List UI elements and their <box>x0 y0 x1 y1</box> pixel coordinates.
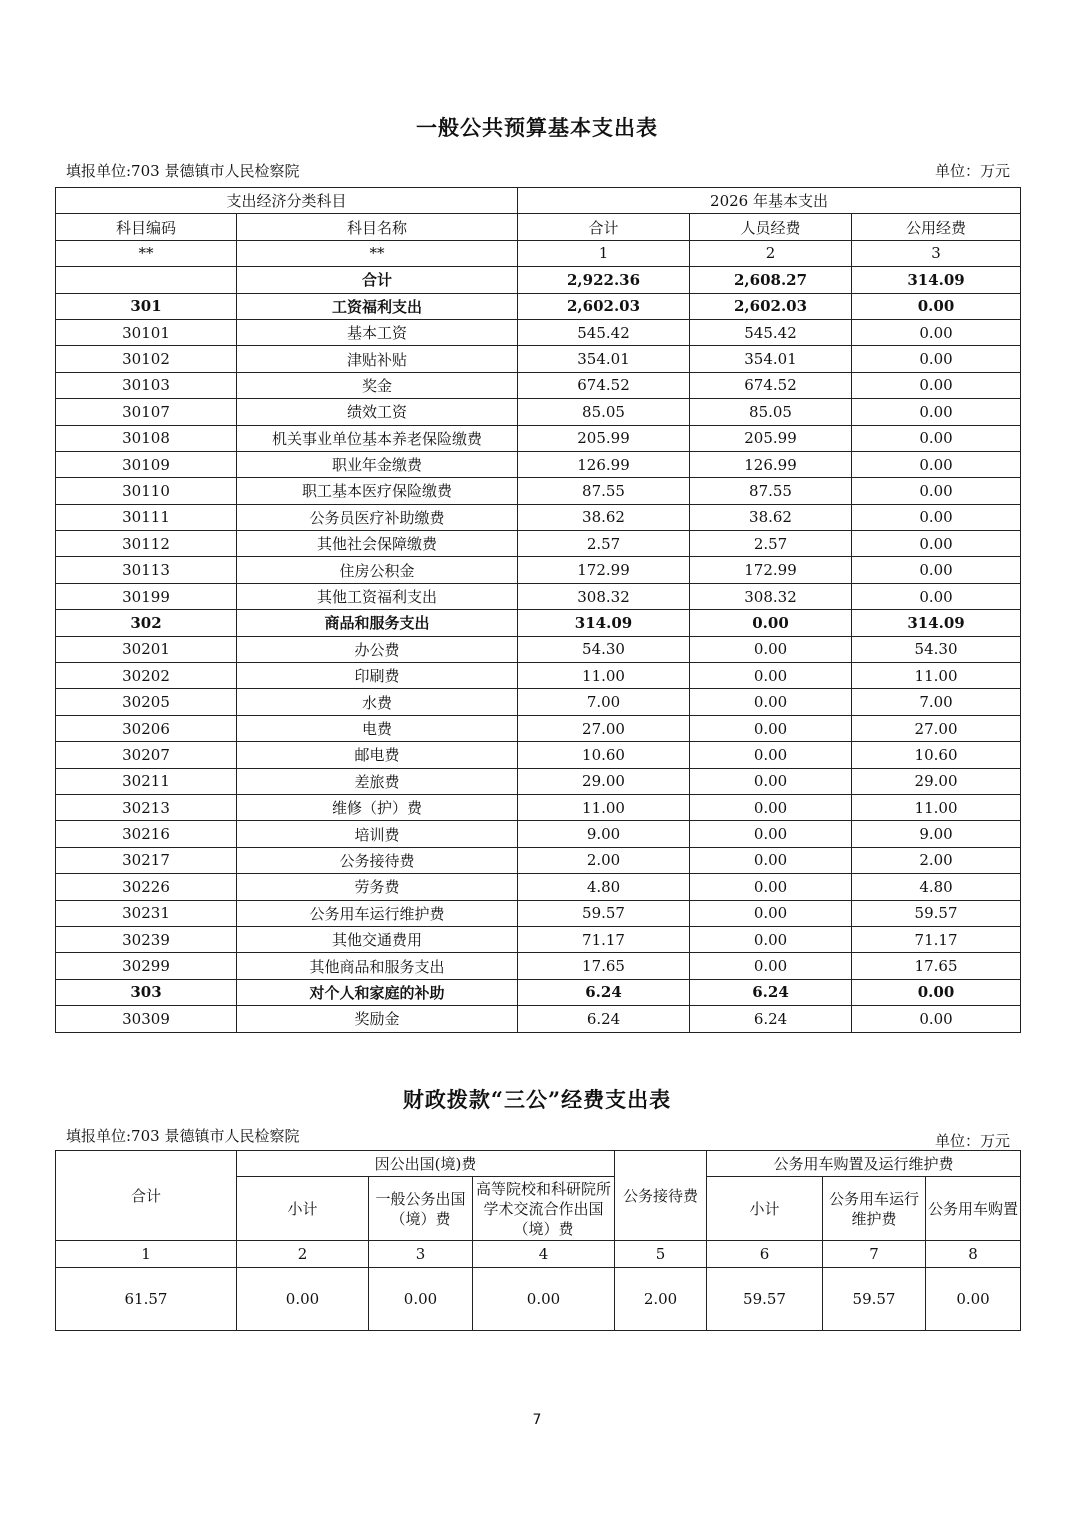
index-name: ** <box>237 240 518 266</box>
index-code: ** <box>56 240 237 266</box>
cell-name: 工资福利支出 <box>237 293 518 319</box>
header-public: 公用经费 <box>852 214 1021 240</box>
cell-total: 674.52 <box>518 372 690 398</box>
cell-name: 维修（护）费 <box>237 794 518 820</box>
cell-personnel: 38.62 <box>690 504 852 530</box>
basic-expenditure-table <box>55 187 1021 1033</box>
cell-code: 30309 <box>56 1006 237 1032</box>
cell-personnel: 0.00 <box>690 689 852 715</box>
cell-code: 30231 <box>56 900 237 926</box>
header-reception: 公务接待费 <box>615 1151 707 1241</box>
cell-public: 314.09 <box>852 267 1021 293</box>
cell-name: 奖励金 <box>237 1006 518 1032</box>
header-code: 科目编码 <box>56 214 237 240</box>
table-row <box>56 874 1021 900</box>
cell-name: 电费 <box>237 715 518 741</box>
cell-name: 公务员医疗补助缴费 <box>237 504 518 530</box>
cell-code: 30107 <box>56 399 237 425</box>
cell-code: 30217 <box>56 847 237 873</box>
table-row <box>56 504 1021 530</box>
cell-code: 30201 <box>56 636 237 662</box>
cell-total: 314.09 <box>518 610 690 636</box>
header-total: 合计 <box>518 214 690 240</box>
index-total: 1 <box>518 240 690 266</box>
table-row <box>56 768 1021 794</box>
header-name: 科目名称 <box>237 214 518 240</box>
cell-name: 奖金 <box>237 372 518 398</box>
table-row <box>56 715 1021 741</box>
table-row <box>56 821 1021 847</box>
header-vehicle-subtotal: 小计 <box>707 1177 823 1241</box>
cell-code: 30299 <box>56 953 237 979</box>
cell-public: 0.00 <box>852 979 1021 1005</box>
cell-total: 545.42 <box>518 319 690 345</box>
cell-personnel: 0.00 <box>690 663 852 689</box>
value-cell: 0.00 <box>926 1268 1021 1331</box>
cell-public: 29.00 <box>852 768 1021 794</box>
cell-public: 0.00 <box>852 346 1021 372</box>
table-row <box>56 293 1021 319</box>
header-vehicle-buy: 公务用车购置 <box>926 1177 1021 1241</box>
table2-title: 财政拨款“三公”经费支出表 <box>402 1087 672 1112</box>
table-row <box>56 1006 1021 1032</box>
cell-total: 2,922.36 <box>518 267 690 293</box>
table-row <box>56 478 1021 504</box>
table-row <box>56 742 1021 768</box>
cell-total: 9.00 <box>518 821 690 847</box>
cell-total: 87.55 <box>518 478 690 504</box>
header-total: 合计 <box>56 1151 237 1241</box>
cell-name: 公务用车运行维护费 <box>237 900 518 926</box>
table-row <box>56 531 1021 557</box>
header-category: 支出经济分类科目 <box>56 188 518 214</box>
cell-public: 11.00 <box>852 794 1021 820</box>
index-cell: 2 <box>237 1241 369 1268</box>
cell-personnel: 85.05 <box>690 399 852 425</box>
cell-code: 30202 <box>56 663 237 689</box>
cell-code: 30112 <box>56 531 237 557</box>
cell-name: 津贴补贴 <box>237 346 518 372</box>
cell-total: 172.99 <box>518 557 690 583</box>
table-row <box>56 689 1021 715</box>
cell-total: 7.00 <box>518 689 690 715</box>
cell-total: 4.80 <box>518 874 690 900</box>
table-row <box>56 847 1021 873</box>
header-abroad: 因公出国(境)费 <box>237 1151 615 1177</box>
cell-code: 30103 <box>56 372 237 398</box>
cell-code: 30102 <box>56 346 237 372</box>
table-row <box>56 346 1021 372</box>
cell-total: 59.57 <box>518 900 690 926</box>
table-row <box>56 583 1021 609</box>
cell-personnel: 6.24 <box>690 1006 852 1032</box>
cell-public: 0.00 <box>852 293 1021 319</box>
table-row <box>56 953 1021 979</box>
cell-public: 0.00 <box>852 425 1021 451</box>
cell-total: 6.24 <box>518 979 690 1005</box>
cell-personnel: 354.01 <box>690 346 852 372</box>
table2-unit-left: 填报单位:703 景德镇市人民检察院 <box>66 1127 300 1145</box>
cell-personnel: 0.00 <box>690 742 852 768</box>
table-row <box>56 610 1021 636</box>
cell-personnel: 0.00 <box>690 953 852 979</box>
cell-total: 126.99 <box>518 451 690 477</box>
cell-code: 30205 <box>56 689 237 715</box>
value-cell: 0.00 <box>237 1268 369 1331</box>
cell-public: 71.17 <box>852 926 1021 952</box>
cell-total: 10.60 <box>518 742 690 768</box>
cell-name: 印刷费 <box>237 663 518 689</box>
table-row <box>56 557 1021 583</box>
cell-personnel: 6.24 <box>690 979 852 1005</box>
index-cell: 8 <box>926 1241 1021 1268</box>
cell-code: 301 <box>56 293 237 319</box>
header-vehicle: 公务用车购置及运行维护费 <box>707 1151 1021 1177</box>
cell-public: 59.57 <box>852 900 1021 926</box>
cell-personnel: 2.57 <box>690 531 852 557</box>
cell-public: 0.00 <box>852 319 1021 345</box>
value-cell: 2.00 <box>615 1268 707 1331</box>
cell-name: 差旅费 <box>237 768 518 794</box>
cell-code: 30113 <box>56 557 237 583</box>
value-cell: 59.57 <box>707 1268 823 1331</box>
table-row <box>56 794 1021 820</box>
cell-public: 7.00 <box>852 689 1021 715</box>
table-row <box>56 1268 1021 1331</box>
cell-name: 绩效工资 <box>237 399 518 425</box>
cell-personnel: 2,602.03 <box>690 293 852 319</box>
cell-public: 0.00 <box>852 372 1021 398</box>
cell-total: 71.17 <box>518 926 690 952</box>
cell-code: 30111 <box>56 504 237 530</box>
cell-personnel: 0.00 <box>690 874 852 900</box>
table-row <box>56 663 1021 689</box>
cell-name: 培训费 <box>237 821 518 847</box>
cell-public: 2.00 <box>852 847 1021 873</box>
cell-personnel: 87.55 <box>690 478 852 504</box>
cell-personnel: 0.00 <box>690 715 852 741</box>
table-row <box>56 926 1021 952</box>
cell-name: 职工基本医疗保险缴费 <box>237 478 518 504</box>
table-row <box>56 267 1021 293</box>
cell-total: 2.57 <box>518 531 690 557</box>
cell-code: 303 <box>56 979 237 1005</box>
three-public-expenses-table <box>55 1150 1021 1331</box>
cell-total: 308.32 <box>518 583 690 609</box>
cell-code: 30206 <box>56 715 237 741</box>
cell-code: 30101 <box>56 319 237 345</box>
table-row <box>56 979 1021 1005</box>
cell-code: 30211 <box>56 768 237 794</box>
table-header-row <box>56 188 1021 214</box>
header-basic: 2026 年基本支出 <box>518 188 1021 214</box>
cell-code: 30110 <box>56 478 237 504</box>
cell-total: 27.00 <box>518 715 690 741</box>
cell-public: 0.00 <box>852 451 1021 477</box>
cell-name: 基本工资 <box>237 319 518 345</box>
cell-name: 其他商品和服务支出 <box>237 953 518 979</box>
header-abroad-subtotal: 小计 <box>237 1177 369 1241</box>
cell-total: 205.99 <box>518 425 690 451</box>
cell-personnel: 205.99 <box>690 425 852 451</box>
table1-title: 一般公共预算基本支出表 <box>416 115 658 140</box>
value-cell: 0.00 <box>473 1268 615 1331</box>
cell-public: 4.80 <box>852 874 1021 900</box>
cell-name: 劳务费 <box>237 874 518 900</box>
table1-unit-right: 单位：万元 <box>934 162 1010 180</box>
table2-unit-right: 单位：万元 <box>934 1132 1010 1150</box>
table-header-row <box>56 214 1021 240</box>
value-cell: 61.57 <box>56 1268 237 1331</box>
table-row <box>56 425 1021 451</box>
cell-public: 0.00 <box>852 557 1021 583</box>
cell-code: 30213 <box>56 794 237 820</box>
cell-code: 30239 <box>56 926 237 952</box>
cell-name: 合计 <box>237 267 518 293</box>
cell-total: 29.00 <box>518 768 690 794</box>
cell-total: 2,602.03 <box>518 293 690 319</box>
cell-personnel: 0.00 <box>690 821 852 847</box>
cell-public: 9.00 <box>852 821 1021 847</box>
cell-public: 314.09 <box>852 610 1021 636</box>
cell-personnel: 0.00 <box>690 610 852 636</box>
table-row <box>56 636 1021 662</box>
index-cell: 6 <box>707 1241 823 1268</box>
cell-public: 0.00 <box>852 478 1021 504</box>
cell-personnel: 0.00 <box>690 636 852 662</box>
table1-unit-left: 填报单位:703 景德镇市人民检察院 <box>66 162 300 180</box>
cell-code <box>56 267 237 293</box>
header-vehicle-run: 公务用车运行维护费 <box>823 1177 926 1241</box>
cell-total: 11.00 <box>518 794 690 820</box>
cell-code: 30216 <box>56 821 237 847</box>
index-cell: 1 <box>56 1241 237 1268</box>
cell-total: 38.62 <box>518 504 690 530</box>
cell-name: 其他社会保障缴费 <box>237 531 518 557</box>
cell-total: 54.30 <box>518 636 690 662</box>
cell-public: 11.00 <box>852 663 1021 689</box>
table-row <box>56 319 1021 345</box>
cell-personnel: 0.00 <box>690 900 852 926</box>
cell-name: 公务接待费 <box>237 847 518 873</box>
cell-personnel: 2,608.27 <box>690 267 852 293</box>
cell-personnel: 126.99 <box>690 451 852 477</box>
cell-public: 0.00 <box>852 399 1021 425</box>
table-index-row <box>56 1241 1021 1268</box>
index-cell: 4 <box>473 1241 615 1268</box>
cell-personnel: 0.00 <box>690 768 852 794</box>
cell-personnel: 545.42 <box>690 319 852 345</box>
cell-name: 机关事业单位基本养老保险缴费 <box>237 425 518 451</box>
cell-total: 354.01 <box>518 346 690 372</box>
table-row <box>56 451 1021 477</box>
cell-total: 85.05 <box>518 399 690 425</box>
header-abroad-academic: 高等院校和科研院所学术交流合作出国（境）费 <box>473 1177 615 1241</box>
cell-total: 6.24 <box>518 1006 690 1032</box>
cell-public: 0.00 <box>852 583 1021 609</box>
header-abroad-general: 一般公务出国（境）费 <box>369 1177 473 1241</box>
value-cell: 59.57 <box>823 1268 926 1331</box>
index-public: 3 <box>852 240 1021 266</box>
cell-name: 住房公积金 <box>237 557 518 583</box>
cell-code: 30109 <box>56 451 237 477</box>
cell-code: 30207 <box>56 742 237 768</box>
value-cell: 0.00 <box>369 1268 473 1331</box>
cell-personnel: 172.99 <box>690 557 852 583</box>
cell-name: 其他工资福利支出 <box>237 583 518 609</box>
cell-total: 11.00 <box>518 663 690 689</box>
cell-code: 30108 <box>56 425 237 451</box>
cell-name: 对个人和家庭的补助 <box>237 979 518 1005</box>
cell-public: 17.65 <box>852 953 1021 979</box>
cell-name: 办公费 <box>237 636 518 662</box>
cell-code: 30199 <box>56 583 237 609</box>
cell-public: 0.00 <box>852 1006 1021 1032</box>
cell-code: 30226 <box>56 874 237 900</box>
cell-name: 职业年金缴费 <box>237 451 518 477</box>
cell-personnel: 0.00 <box>690 926 852 952</box>
cell-name: 邮电费 <box>237 742 518 768</box>
cell-total: 17.65 <box>518 953 690 979</box>
table-row <box>56 372 1021 398</box>
table-row <box>56 900 1021 926</box>
cell-name: 水费 <box>237 689 518 715</box>
table-header-row <box>56 1151 1021 1177</box>
index-cell: 5 <box>615 1241 707 1268</box>
cell-total: 2.00 <box>518 847 690 873</box>
header-personnel: 人员经费 <box>690 214 852 240</box>
cell-public: 54.30 <box>852 636 1021 662</box>
page-number: 7 <box>532 1412 542 1428</box>
table-index-row <box>56 240 1021 266</box>
cell-personnel: 0.00 <box>690 847 852 873</box>
index-personnel: 2 <box>690 240 852 266</box>
cell-code: 302 <box>56 610 237 636</box>
table-row <box>56 399 1021 425</box>
cell-personnel: 308.32 <box>690 583 852 609</box>
cell-public: 0.00 <box>852 504 1021 530</box>
cell-personnel: 674.52 <box>690 372 852 398</box>
cell-personnel: 0.00 <box>690 794 852 820</box>
cell-public: 0.00 <box>852 531 1021 557</box>
index-cell: 3 <box>369 1241 473 1268</box>
cell-name: 其他交通费用 <box>237 926 518 952</box>
cell-public: 10.60 <box>852 742 1021 768</box>
cell-public: 27.00 <box>852 715 1021 741</box>
index-cell: 7 <box>823 1241 926 1268</box>
cell-name: 商品和服务支出 <box>237 610 518 636</box>
